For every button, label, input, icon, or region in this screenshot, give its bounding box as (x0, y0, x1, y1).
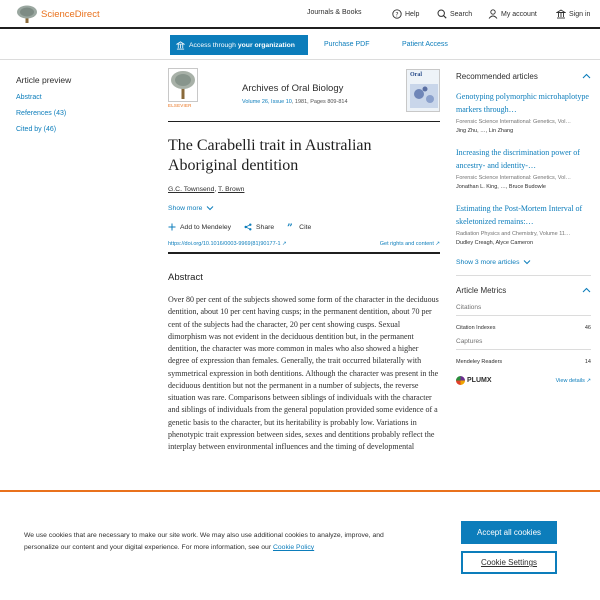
chevron-up-icon (582, 286, 591, 295)
purchase-pdf-link[interactable]: Purchase PDF (324, 41, 370, 48)
article-preview-heading: Article preview (16, 75, 72, 85)
journal-volume: Volume 26, Issue 10, 1981, Pages 809-814 (242, 99, 348, 105)
share-icon (244, 223, 252, 231)
cookie-message: We use cookies that are necessary to make our site work. We may also use additional cookies to analyze, improve, and personalize our content and your digital experience. For more information, see our Cookie Policy (24, 532, 384, 551)
cookie-settings-button[interactable]: Cookie Settings (461, 551, 557, 574)
recommended-article-title[interactable]: Genotyping polymorphic microhaplotype markers through… (456, 92, 589, 114)
plumx-icon (456, 376, 465, 385)
abstract-heading: Abstract (168, 272, 203, 283)
access-bar (0, 30, 600, 60)
nav-link-cited-by[interactable]: Cited by (46) (16, 126, 57, 133)
recommended-article-authors: Jonathan L. King, …, Bruce Budowle (456, 184, 546, 190)
nav-my-account[interactable]: My account (488, 9, 537, 19)
recommended-articles-toggle[interactable]: Recommended articles (456, 72, 591, 81)
abstract-text: Over 80 per cent of the subjects showed some form of the character in the deciduous dentition, about 10 per cent having cusps; in the permanent dentition, about 70 per cent of the subjects had the character, 20 per cent showing cusps. Sexual dimorphism was not evident in the deciduous dentition but, in the permanent dentition, the character was more common in males who also showed a higher degree of expression than females. Generally, the trait occurred bilaterally with symmetrical expression in both dentitions. Although the character was present in the deciduous dentition but not the permanent in a number of subjects, the reverse situation was rare. Comparisons between siblings of individuals with the character and siblings of individuals from the general population provided some evidence of a genetic basis to the character, but its heritability is probably low. Variations in phenotypic trait expression between sides, sexes and dentitions probably reflect the interplay between environmental influences and the timing of developmental (168, 295, 439, 451)
show-more-articles-button[interactable]: Show 3 more articles (456, 258, 591, 266)
elsevier-tree-icon (16, 5, 38, 23)
add-to-mendeley-button[interactable]: Add to Mendeley (168, 223, 231, 231)
institution-icon (176, 41, 185, 50)
elsevier-logo-icon[interactable] (168, 68, 198, 102)
recommended-article-source: Forensic Science International: Genetics, Vol… (456, 119, 571, 125)
recommended-article (456, 203, 591, 246)
cookie-policy-link[interactable]: Cookie Policy (272, 544, 315, 551)
show-more-button[interactable]: Show more (168, 204, 440, 212)
doi-row (168, 240, 440, 254)
chevron-down-icon (523, 258, 531, 266)
nav-search[interactable]: Search (437, 9, 472, 19)
recommended-article-title[interactable]: Estimating the Post-Mortem Interval of skeletonized remains:… (456, 204, 583, 226)
sidebar-right (456, 72, 591, 385)
author-list: G.C. Townsend, T. Brown (168, 186, 245, 193)
person-icon (488, 9, 498, 19)
article-main (168, 68, 440, 453)
author-link[interactable]: T. Brown (218, 186, 245, 193)
rights-link[interactable]: Get rights and content ↗ (379, 241, 440, 247)
recommended-article-title[interactable]: Increasing the discrimination power of ancestry- and identity-… (456, 148, 580, 170)
search-icon (437, 9, 447, 19)
mendeley-readers-row: Mendeley Readers 14 (456, 359, 591, 365)
sciencedirect-logo[interactable] (16, 5, 100, 23)
article-preview-nav (16, 75, 146, 142)
doi-link[interactable]: https://doi.org/10.1016/0003-9969(81)90177-1 ↗ (168, 241, 287, 247)
recommended-article-source: Radiation Physics and Chemistry, Volume 11… (456, 231, 571, 237)
divider (456, 275, 591, 276)
nav-sign-in[interactable]: Sign in (556, 9, 590, 19)
article-metrics-toggle[interactable]: Article Metrics (456, 286, 591, 295)
view-details-link[interactable]: View details ↗ (555, 377, 591, 384)
author-link[interactable]: G.C. Townsend (168, 186, 215, 193)
recommended-article-authors: Jing Zhu, …, Lin Zhang (456, 128, 514, 134)
publisher-name: ELSEVIER (168, 103, 192, 108)
accept-all-cookies-button[interactable]: Accept all cookies (461, 521, 557, 544)
citations-label: Citations (456, 304, 591, 316)
patient-access-link[interactable]: Patient Access (402, 41, 448, 48)
cookie-banner (0, 490, 600, 600)
share-button[interactable]: Share (244, 223, 274, 231)
article-title: The Carabelli trait in Australian Aboriginal dentition (168, 137, 372, 174)
citation-indexes-row: Citation Indexes 46 (456, 325, 591, 331)
plumx-row (456, 376, 591, 385)
access-organization-button[interactable]: Access through your organization (170, 35, 308, 55)
nav-journals-books[interactable]: Journals & Books (307, 9, 362, 16)
journal-title[interactable]: Archives of Oral Biology (242, 83, 344, 94)
journal-cover-image[interactable] (406, 69, 440, 112)
svg-text:?: ? (395, 11, 399, 19)
recommended-article (456, 147, 591, 190)
nav-link-references[interactable]: References (43) (16, 110, 67, 117)
plus-icon (168, 223, 176, 231)
top-header (0, 0, 600, 29)
mendeley-readers-value: 14 (584, 359, 591, 365)
cover-title: Oral (410, 72, 422, 78)
journal-header (168, 68, 440, 122)
svg-text:”: ” (287, 223, 293, 231)
help-icon (392, 9, 402, 19)
captures-label: Captures (456, 338, 591, 350)
cite-button[interactable]: ” Cite (287, 223, 311, 231)
chevron-down-icon (206, 204, 214, 212)
chevron-up-icon (582, 72, 591, 81)
article-actions (168, 223, 440, 231)
quote-icon (287, 223, 295, 231)
recommended-article-authors: Dudley Creagh, Alyce Cameron (456, 240, 534, 246)
institution-icon (556, 9, 566, 19)
brand-name: ScienceDirect (41, 8, 100, 20)
recommended-article (456, 91, 591, 134)
nav-link-abstract[interactable]: Abstract (16, 94, 42, 101)
nav-help[interactable]: ? Help (392, 9, 419, 19)
recommended-article-source: Forensic Science International: Genetics, Vol… (456, 175, 571, 181)
plumx-logo: PLUMX (456, 376, 492, 385)
citation-indexes-value: 46 (584, 325, 591, 331)
